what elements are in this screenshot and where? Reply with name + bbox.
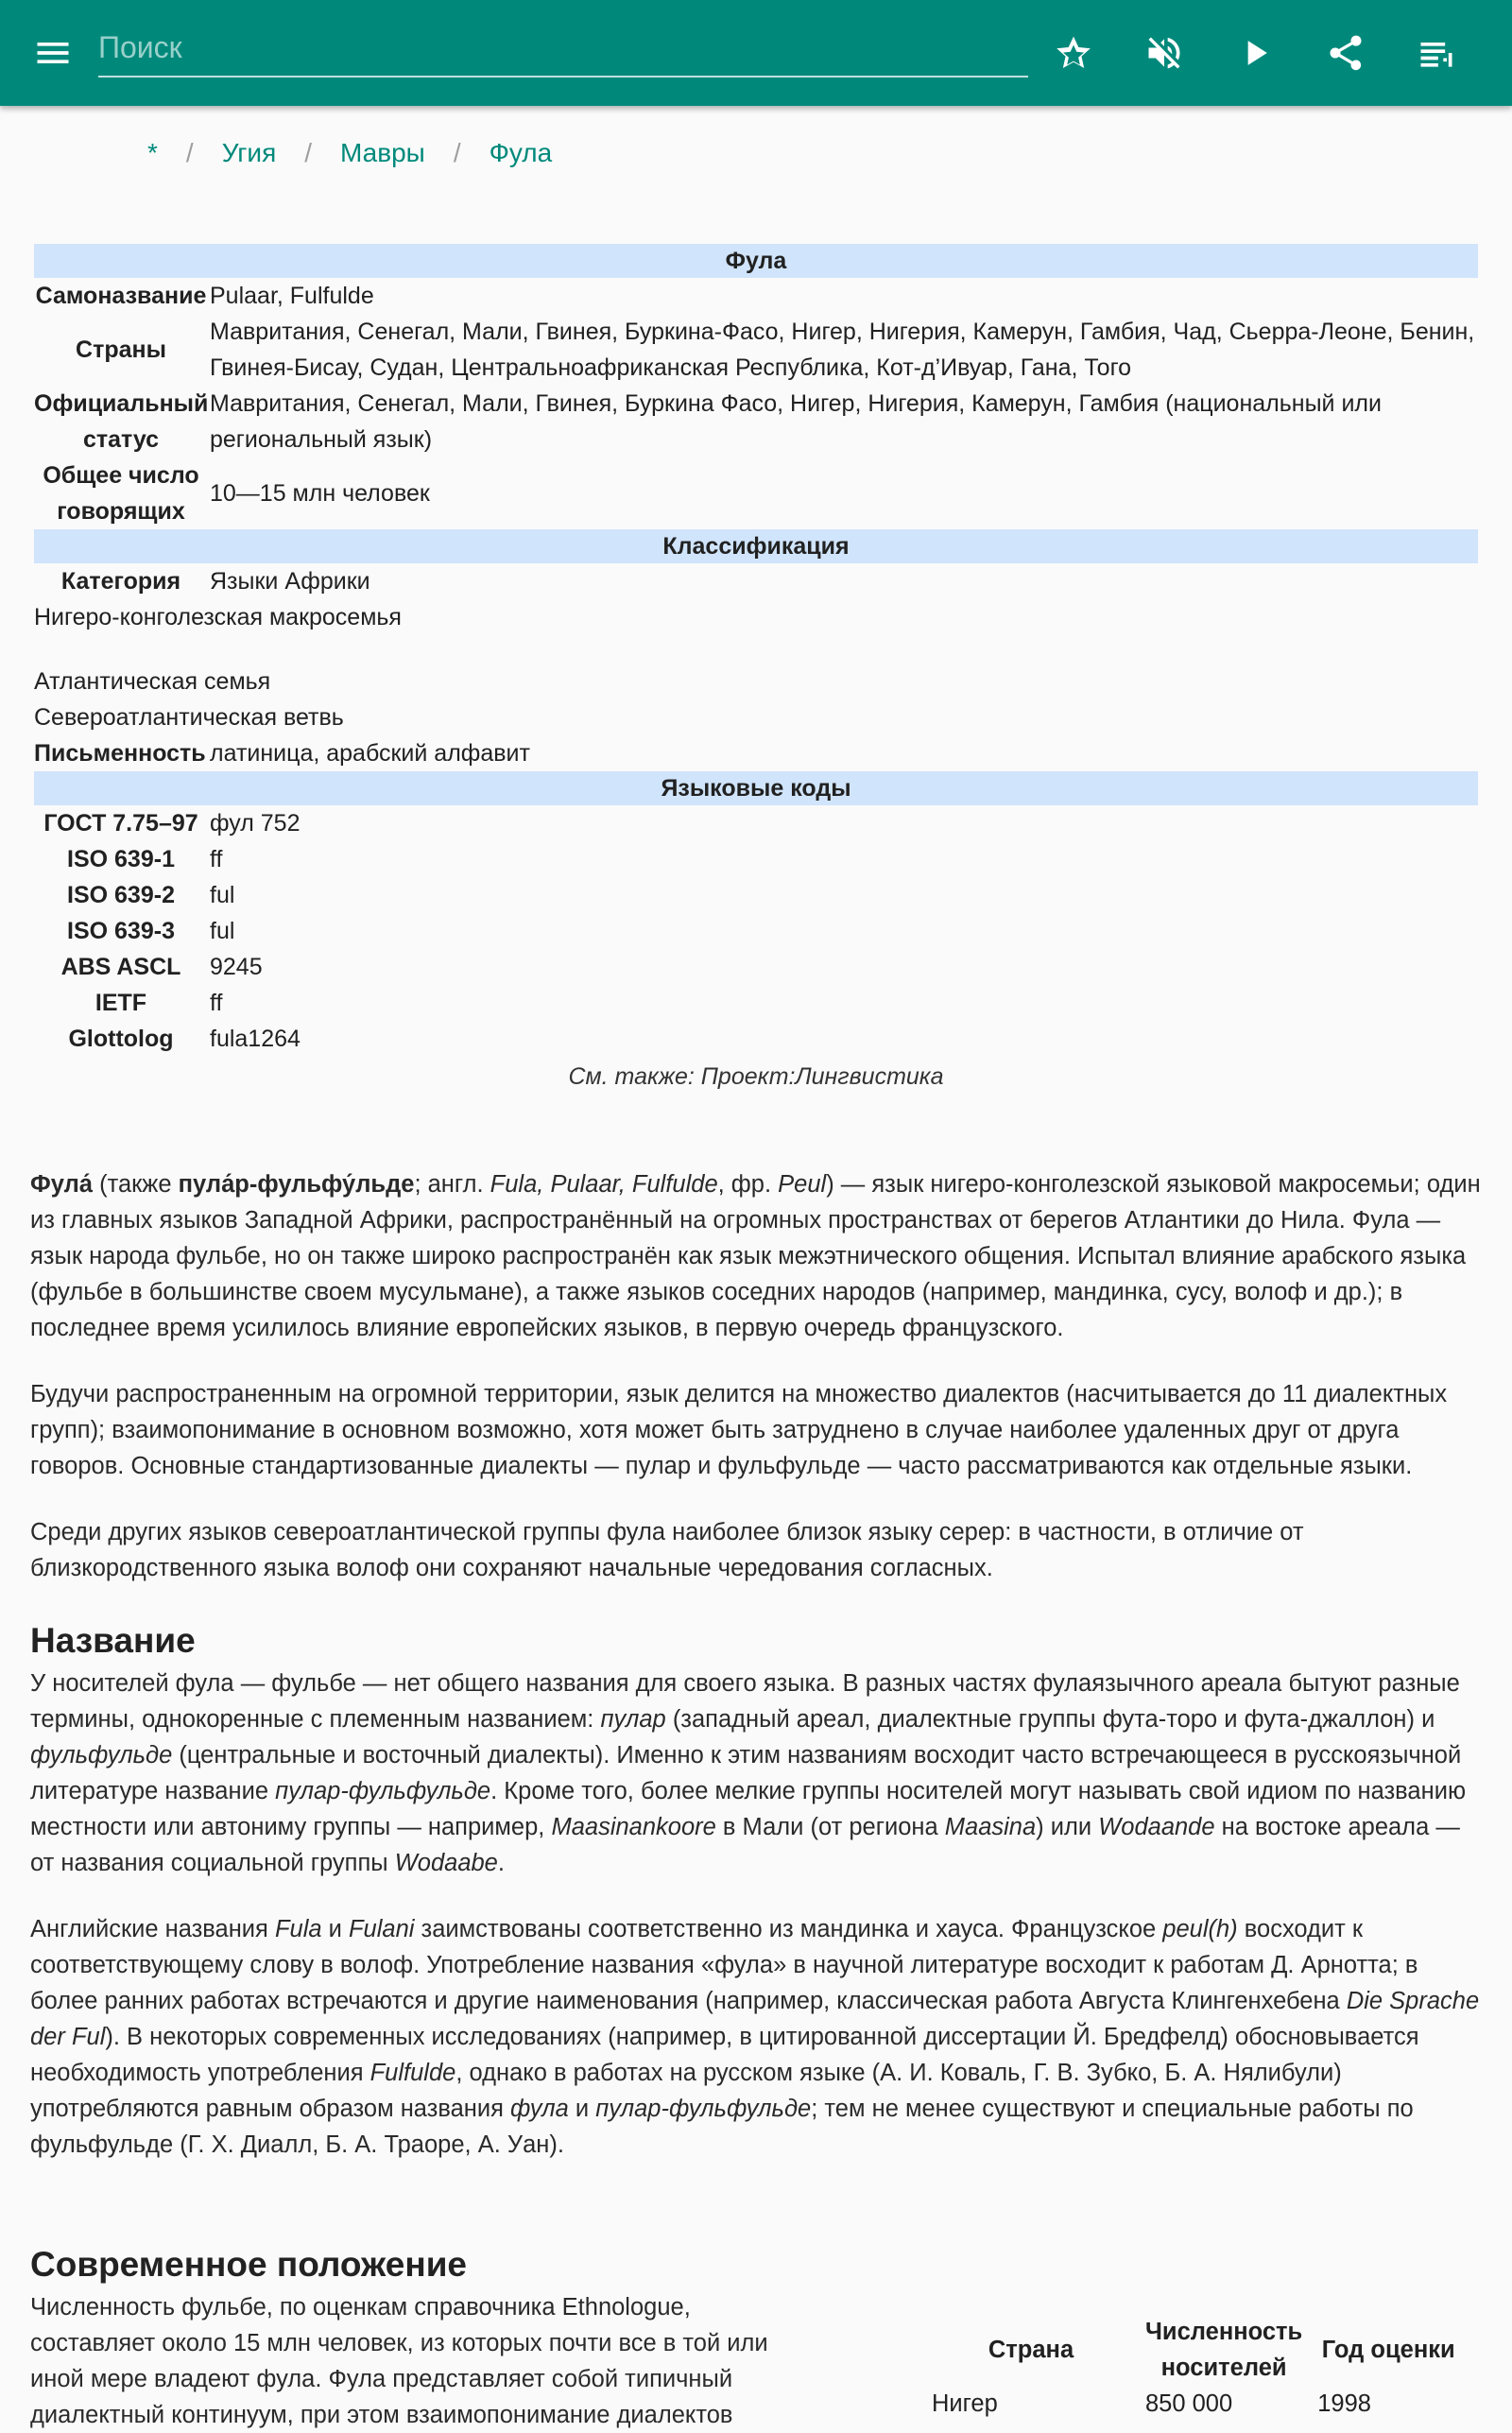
infobox-row — [34, 386, 1478, 457]
infobox-value: Мавритания, Сенегал, Мали, Гвинея, Буркина-Фасо, Нигер, Нигерия, Камерун, Гамбия, Чад, Сьерра-Леоне, Бенин, Гвинея-Бисау, Судан, Центральноафриканская Республика, Кот-д’Ивуар, Гана, Того — [210, 319, 1475, 381]
text: Английские названия — [30, 1916, 275, 1942]
code-row — [34, 985, 1478, 1021]
code-value: ff — [210, 846, 223, 872]
infobox-label: Страны — [76, 336, 166, 363]
infobox-section-header: Классификация — [34, 529, 1478, 563]
infobox-value: 10—15 млн человек — [210, 480, 430, 507]
term-italic: Maasina — [944, 1814, 1037, 1840]
term-italic: Fulani — [348, 1916, 415, 1942]
code-label: Glottolog — [68, 1026, 174, 1052]
breadcrumb-root[interactable]: * — [147, 138, 158, 167]
language-codes — [34, 805, 1478, 1057]
term-italic: фула — [510, 2096, 569, 2122]
infobox-label: Общее число говорящих — [43, 462, 199, 525]
term-italic: пулар-фульфульде — [275, 1778, 491, 1804]
app-toolbar — [0, 0, 1512, 106]
infobox-label: Самоназвание — [35, 283, 207, 309]
term-bold: Фула́ — [30, 1171, 93, 1198]
text: . — [497, 1850, 505, 1876]
infobox-label: Категория — [60, 568, 181, 595]
text: (центральные и восточный диалекты). Именно к этим названиям восходит часто встречающееся в русскоязычной литературе название — [30, 1742, 1462, 1804]
modern-paragraph: Численность фульбе, по оценкам справочника Ethnologue, составляет около 15 млн человек, из которых почти все в той или иной мере владеют фула. Фула представляет собой типичный диалектный континуум, при этом взаимопонимание диалектов — [30, 2294, 768, 2428]
term-italic: Peul — [778, 1171, 827, 1198]
text: и — [568, 2096, 596, 2122]
text: на востоке ареала — от названия социальной группы — [30, 1814, 1460, 1876]
term-italic: Wodaabe — [394, 1850, 498, 1876]
classification-family: Нигеро-конголезская макросемья — [34, 604, 402, 630]
text: ) — язык нигеро-конголезской языковой макросемьи; один из главных языков Западной Африки, распространённый на огромных пространствах от берегов Атлантики до Нила. Фула — язык народа фульбе, но он также широко распространён как язык межэтнического общения. Испытал влияние арабского языка (фульбе в большинстве своем мусульмане), а также языков соседних народов (например, мандинка, сусу, волоф и др.); в последнее время усилилось влияние европейских языков, в первую очередь французского. — [30, 1171, 1481, 1341]
text: (также — [93, 1171, 179, 1198]
table-cell: 850 000 — [1145, 2390, 1233, 2417]
code-value: 9245 — [210, 954, 263, 980]
intro-paragraph: Будучи распространенным на огромной территории, язык делится на множество диалектов (насчитывается до 11 диалектных групп); взаимопонимание в основном возможно, хотя может быть затруднено в случае наиболее удаленных друг от друга говоров. Основные стандартизованные диалекты — пулар и фульфульде — часто рассматриваются как отдельные языки. — [30, 1381, 1448, 1479]
term-italic: пулар — [600, 1706, 666, 1733]
code-row — [34, 913, 1478, 949]
table-header-row — [924, 2314, 1467, 2386]
breadcrumb-separator: / — [453, 138, 461, 167]
code-row — [34, 877, 1478, 913]
breadcrumb-item[interactable]: Мавры — [340, 138, 425, 167]
infobox-section-header: Языковые коды — [34, 771, 1478, 805]
infobox-spacer — [34, 635, 1478, 664]
term-italic: peul(h) — [1162, 1916, 1238, 1942]
search-field — [98, 21, 1028, 78]
text: в Мали (от региона — [715, 1814, 945, 1840]
term-italic: Fula, Pulaar, Fulfulde — [490, 1171, 718, 1198]
term-italic: Fulfulde — [369, 2060, 456, 2086]
text: ) или — [1036, 1814, 1099, 1840]
playlist-icon[interactable] — [1410, 26, 1463, 79]
breadcrumb-current[interactable]: Фула — [489, 138, 553, 167]
code-value: ful — [210, 882, 235, 908]
intro-paragraph — [30, 1166, 1482, 1346]
term-italic: Maasinankoore — [551, 1814, 716, 1840]
volume-off-icon[interactable] — [1138, 26, 1191, 79]
code-value: фул 752 — [210, 810, 301, 837]
share-icon[interactable] — [1319, 26, 1372, 79]
code-row — [34, 1021, 1478, 1057]
infobox-value: Pulaar, Fulfulde — [210, 283, 374, 309]
term-italic: пулар-фульфульде — [595, 2096, 812, 2122]
table-header: Численность носителей — [1145, 2319, 1303, 2381]
intro-paragraph: Среди других языков североатлантической группы фула наиболее близок языку серер: в частности, в отличие от близкородственного языка волоф они сохраняют начальные чередования согласных. — [30, 1519, 1304, 1581]
code-value: ff — [210, 990, 223, 1016]
infobox-label: Официальный статус — [34, 390, 209, 453]
infobox-value: Языки Африки — [210, 568, 370, 595]
infobox-row — [34, 314, 1478, 386]
infobox-value: Мавритания, Сенегал, Мали, Гвинея, Буркина Фасо, Нигер, Нигерия, Камерун, Гамбия (национальный или региональный язык) — [210, 390, 1382, 453]
infobox-row — [34, 735, 1478, 771]
code-label: ISO 639-2 — [67, 882, 175, 908]
text: , однако в работах на русском языке (А. И. Коваль, Г. В. Зубко, Б. А. Нялибули) употребляются равным образом названия — [30, 2060, 1342, 2122]
text: и — [321, 1916, 349, 1942]
term-bold: пула́р-фульфу́льде — [178, 1171, 415, 1198]
text: У носителей фула — фульбе — нет общего названия для своего языка. В разных частях фулаязычного ареала бытуют разные термины, однокоренные с племенным названием: — [30, 1670, 1460, 1733]
code-label: ISO 639-1 — [67, 846, 175, 872]
breadcrumb — [147, 138, 552, 168]
text: заимствованы соответственно из мандинка и хауса. Французское — [414, 1916, 1163, 1942]
code-label: IETF — [94, 990, 147, 1016]
breadcrumb-item[interactable]: Угия — [221, 138, 277, 167]
star-icon[interactable] — [1047, 26, 1100, 79]
term-italic: фульфульде — [30, 1742, 173, 1769]
table-row — [924, 2386, 1467, 2422]
table-header: Год оценки — [1321, 2337, 1455, 2363]
code-row — [34, 949, 1478, 985]
speakers-table — [924, 2314, 1467, 2422]
text: , фр. — [717, 1171, 779, 1198]
see-also-link[interactable]: См. также: Проект:Лингвистика — [568, 1063, 944, 1090]
text: ; тем не менее существуют и специальные работы по фульфульде (Г. Х. Диалл, Б. А. Траоре, А. Уан). — [30, 2096, 1414, 2158]
text: ). В некоторых современных исследованиях (например, в цитированной диссертации Й. Бредфелд) обосновывается необходимость употребления — [30, 2024, 1419, 2086]
table-cell: 1998 — [1317, 2390, 1371, 2417]
breadcrumb-separator: / — [304, 138, 313, 167]
term-italic: Wodaande — [1098, 1814, 1215, 1840]
language-infobox — [34, 244, 1478, 1096]
term-italic: Die Sprache der Ful — [30, 1988, 1480, 2050]
code-label: ABS ASCL — [60, 954, 181, 980]
code-row — [34, 805, 1478, 841]
text: (западный ареал, диалектные группы фута-торо и фута-джаллон) и — [665, 1706, 1435, 1733]
code-label: ISO 639-3 — [67, 918, 175, 944]
infobox-title: Фула — [34, 244, 1478, 278]
infobox-row — [34, 563, 1478, 599]
code-label: ГОСТ 7.75–97 — [43, 810, 198, 837]
text: . Кроме того, более мелкие группы носителей могут называть свой идиом по названию местности или автониму группы — например, — [30, 1778, 1467, 1840]
name-paragraph — [30, 1911, 1482, 2163]
code-row — [34, 841, 1478, 877]
menu-icon[interactable] — [26, 26, 79, 79]
breadcrumb-separator: / — [185, 138, 194, 167]
infobox-label: Письменность — [34, 740, 206, 767]
text: восходит к соответствующему слову в волоф. Употребление названия «фула» в научной литературе восходит к работам Д. Арнотта; в более ранних работах встречаются и другие наименования (например, классическая работа Августа Клингенхебена — [30, 1916, 1418, 2014]
text: ; англ. — [414, 1171, 490, 1198]
term-italic: Fula — [274, 1916, 322, 1942]
infobox-row — [34, 457, 1478, 529]
name-paragraph — [30, 1665, 1482, 1881]
infobox-row — [34, 278, 1478, 314]
play-icon[interactable] — [1228, 26, 1281, 79]
table-header: Страна — [988, 2337, 1074, 2363]
table-cell: Нигер — [932, 2390, 998, 2417]
classification-subfamily: Атлантическая семья — [34, 668, 271, 695]
section-heading: Современное положение — [30, 2245, 468, 2284]
infobox-value: латиница, арабский алфавит — [210, 740, 530, 767]
search-input[interactable] — [98, 21, 1028, 74]
code-value: fula1264 — [210, 1026, 301, 1052]
classification-branch: Североатлантическая ветвь — [34, 704, 344, 731]
section-heading: Название — [30, 1621, 196, 1660]
article-body — [30, 1166, 1482, 2193]
code-value: ful — [210, 918, 235, 944]
